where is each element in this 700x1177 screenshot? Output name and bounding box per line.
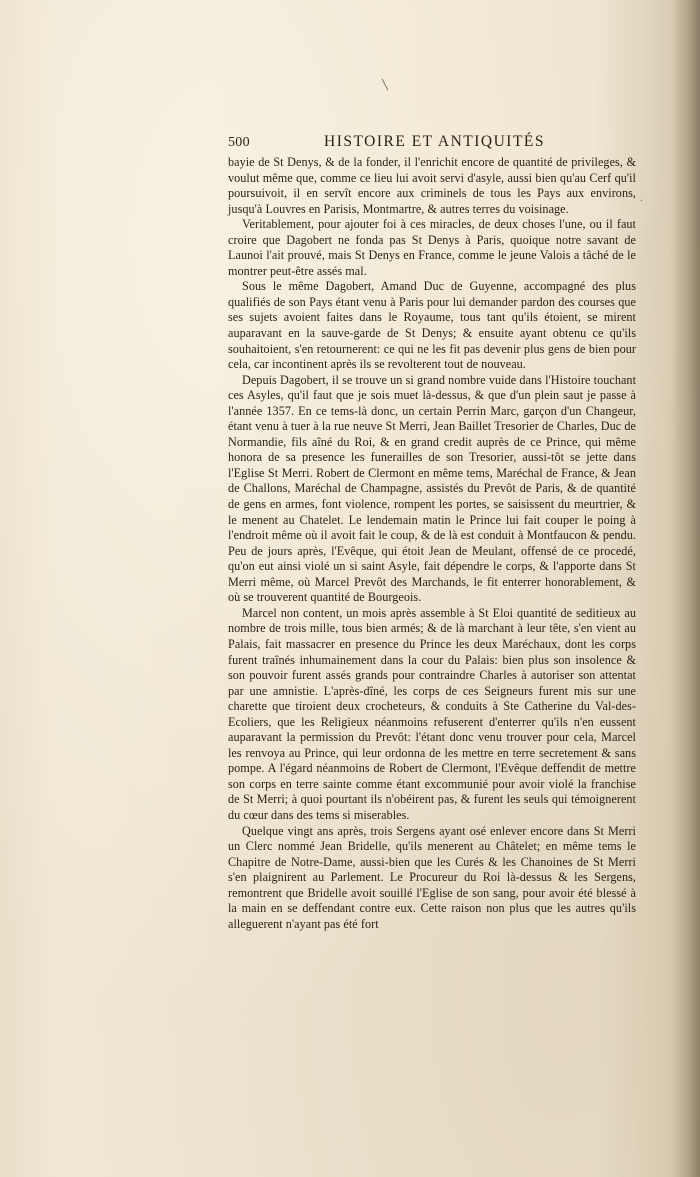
- page-number: 500: [228, 135, 250, 150]
- paragraph-6: Quelque vingt ans après, trois Sergens ayant osé enlever encore dans St Merri un Clerc nommé Jean Bridelle, qu'ils menerent au Châtelet; en même tems le Chapitre de Notre-Dame, aussi-bien que les Curés & les Chanoines de St Merri s'en plaignirent au Parlement. Le Procureur du Roi là-dessus & les Sergens, remontrent que Bridelle avoit souillé l'Eglise de son sang, pour avoir été blessé à la main en se deffendant contre eux. Cette raison non plus que les autres qu'ils alleguerent n'ayant pas été fort: [228, 823, 636, 931]
- page-header: [228, 133, 636, 153]
- book-page: [228, 133, 636, 933]
- running-head: HISTOIRE ET ANTIQUITÉS: [324, 133, 545, 150]
- ink-speck: ╲: [382, 80, 389, 91]
- paragraph-3: Sous le même Dagobert, Amand Duc de Guyenne, accompagné des plus qualifiés de son Pays étant venu à Paris pour lui demander pardon des courses que ses sujets avoient faites dans le Royaume, tous tant qu'ils étoient, se mirent auparavant en la sauve-garde de St Denys; & ensuite ayant obtenu ce qu'ils souhaitoient, s'en retournerent: ce qui ne les fit pas devenir plus gens de bien pour cela, car incontinent après ils se revolterent tout de nouveau.: [228, 279, 636, 372]
- page-edge-shadow: [670, 0, 700, 1177]
- body-text: [228, 155, 636, 932]
- paragraph-4: Depuis Dagobert, il se trouve un si grand nombre vuide dans l'Histoire touchant ces Asyles, qu'il faut que je sois muet là-dessus, & que d'un plein saut je passe à l'année 1357. En ce tems-là donc, un certain Perrin Marc, garçon d'un Changeur, étant venu à tuer à la rue neuve St Merri, Jean Baillet Tresorier de Charles, Duc de Normandie, fils aîné du Roi, & en grand credit auprès de ce Prince, qui même honora de sa presence les funerailles de son Tresorier, aussi-tôt se jette dans l'Eglise St Merri. Robert de Clermont en même tems, Maréchal de France, & Jean de Challons, Maréchal de Champagne, assistés du Prevôt de Paris, & de quantité de gens en armes, font violence, rompent les portes, se saisissent du meurtrier, & le menent au Chatelet. Le lendemain matin le Prince lui fait couper le poing à l'endroit même où il avoit fait le coup, & de là est conduit à Montfaucon & pendu. Peu de jours après, l'Evêque, qui étoit Jean de Meulant, offensé de ce procedé, qu'on eut ainsi violé un si saint Asyle, fait dépendre le corps, & l'apporte dans St Merri même, où Marcel Prevôt des Marchands, le fit enterrer honorablement, & où se trouverent quantité de Bourgeois.: [228, 372, 636, 605]
- paragraph-5: Marcel non content, un mois après assemble à St Eloi quantité de seditieux au nombre de trois mille, tous bien armés; & de là marchant à leur tête, s'en vient au Palais, fait massacrer en presence du Prince les deux Maréchaux, dont les corps furent traînés inhumainement dans la cour du Palais: bien plus son insolence & son pouvoir furent assés grands pour contraindre Charles à autoriser son attentat par une amnistie. L'après-dîné, les corps de ces Seigneurs furent mis sur une charette que tiroient deux crocheteurs, & conduits à Ste Catherine du Val-des-Ecoliers, que les Religieux néanmoins refuserent d'enterrer qu'ils n'en eussent auparavant la permission du Prevôt: l'étant donc venu trouver pour cela, Marcel les renvoya au Prince, qui leur ordonna de les mettre en terre secretement & sans pompe. A l'égard néanmoins de Robert de Clermont, l'Evêque deffendit de mettre son corps en terre sainte comme étant excommunié pour avoir violé la franchise de St Merri; à quoi pourtant ils n'obéirent pas, & furent les seuls qui témoignerent du cœur dans des tems si miserables.: [228, 605, 636, 822]
- paragraph-2: Veritablement, pour ajouter foi à ces miracles, de deux choses l'une, ou il faut croire que Dagobert ne fonda pas St Denys à Paris, quoique notre savant de Launoi l'ait prouvé, mais St Denys en France, comme le jeune Valois a tâché de le montrer peut-être assés mal.: [228, 217, 636, 278]
- ink-speck: ·: [640, 196, 644, 207]
- paragraph-1: bayie de St Denys, & de la fonder, il l'enrichit encore de quantité de privileges, & voulut même que, comme ce lieu lui avoit servi d'asyle, aussi bien qu'au Cerf qu'il poursuivoit, il en servît encore aux criminels de tous les Pays aux environs, jusqu'à Louvres en Parisis, Montmartre, & autres terres du voisinage.: [228, 155, 636, 216]
